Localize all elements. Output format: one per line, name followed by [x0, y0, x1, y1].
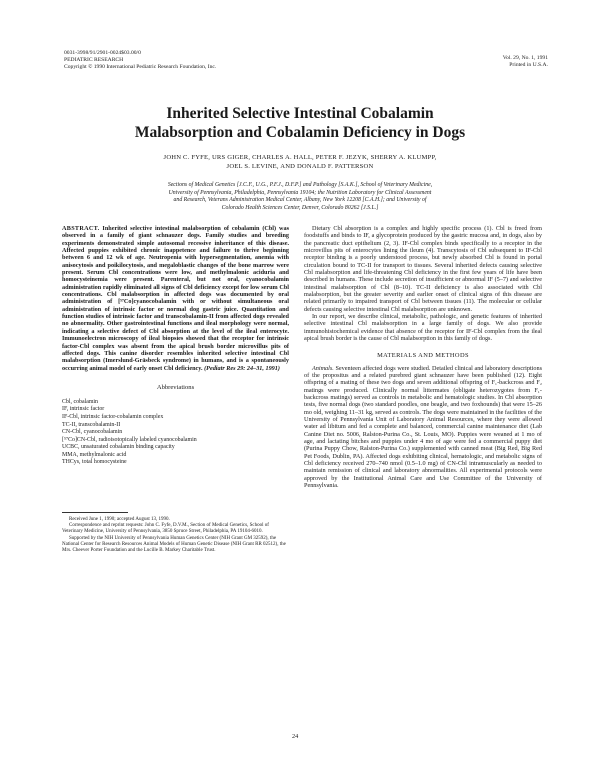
abbreviation-item: MMA, methylmalonic acid	[62, 451, 127, 458]
header-line: Copyright © 1990 International Pediatric Research Foundation, Inc.	[64, 64, 217, 70]
volume-line: Vol. 29, No. 1, 1991	[502, 55, 548, 61]
affiliations	[70, 182, 530, 212]
abstract-citation: (Pediatr Res 29: 24–31, 1991)	[204, 364, 280, 372]
abbreviation-item: THCys, total homocysteine	[62, 459, 127, 466]
left-column	[62, 225, 289, 555]
abbreviation-item: CN-Cbl, cyanocobalamin	[62, 429, 123, 436]
footnotes	[62, 517, 289, 554]
abstract	[62, 225, 289, 372]
printed-line: Printed in U.S.A.	[509, 62, 548, 68]
article-title	[40, 104, 560, 142]
header-line: 0031-3998/91/2901-0024$03.00/0	[64, 50, 141, 56]
title-line: Malabsorption and Cobalamin Deficiency in Dogs	[134, 124, 466, 141]
abbreviations-list	[62, 399, 289, 467]
methods-paragraph	[304, 365, 542, 490]
section-heading: MATERIALS AND METHODS	[377, 351, 469, 359]
methods-subheading: Animals.	[312, 364, 334, 372]
affiliation-line: Colorado Health Sciences Center, Denver, Colorado 80262 [J.S.L.]	[221, 204, 379, 211]
authors-line: JOHN C. FYFE, URS GIGER, CHARLES A. HALL, PETER F. JEZYK, SHERRY A. KLUMPP,	[163, 154, 437, 161]
introduction	[304, 225, 542, 343]
abbreviation-item: TC-II, transcobalamin-II	[62, 421, 121, 428]
affiliation-line: Sections of Medical Genetics [J.C.F., U.G., P.F.J., D.F.P.] and Pathology [S.A.K.], School of Veterinary Medicine,	[167, 182, 433, 188]
abstract-label: ABSTRACT.	[62, 225, 100, 232]
methods-section	[304, 365, 542, 490]
affiliation-line: and Research, Veterans Administration Medical Center, Albany, New York 12208 [C.A.H.]; and University of	[173, 197, 427, 203]
author-list	[80, 154, 520, 171]
intro-paragraph: Dietary Cbl absorption is a complex and highly specific process (1). Cbl is freed from foodstuffs and binds to IF, a glycoprotein produced by the gastric mucosa and, in dogs, also by the pancreatic duct epithelium (2, 3). IF-Cbl complex binds specifically to a receptor in the microvillus pits of enterocytes lining the ileum (4). Transcytosis of Cbl subsequent to IF-Cbl receptor binding is a poorly understood process, but newly absorbed Cbl is found in portal circulation bound to TC-II for transport to tissues. Several inherited defects causing selective Cbl malabsorption and life-threatening Cbl deficiency in the first few years of life have been described in humans. These include secretion of insufficient or abnormal IF (5–7) and selective intestinal malabsorption of Cbl (8–10). TC-II deficiency is also associated with Cbl malabsorption, but the greater severity and earlier onset of clinical signs of this disease are related primarily to impaired transport of Cbl between tissues (11). The molecular or cellular defects causing selective intestinal Cbl malabsorption are unknown.	[304, 225, 542, 313]
abbreviation-item: IF, intrinsic factor	[62, 406, 105, 413]
affiliation-line: University of Pennsylvania, Philadelphia, Pennsylvania 19104; the Nutrition Laboratory for Clinical Assessment	[168, 189, 432, 196]
page-number: 24	[292, 733, 299, 740]
abbreviation-item: IF-Cbl, intrinsic factor-cobalamin complex	[62, 413, 164, 420]
footnote-correspondence: Correspondence and reprint requests: John C. Fyfe, D.V.M., Section of Medical Genetics, School of Veterinary Medicine, University of Pennsylvania, 3850 Spruce Street, Philadelphia, PA 19104-6010.	[62, 523, 269, 535]
abbreviation-item: UCBC, unsaturated cobalamin binding capacity	[62, 444, 175, 451]
right-column	[304, 225, 542, 489]
footnote-received: Received June 1, 1990; accepted August 13, 1990.	[69, 516, 170, 522]
abbreviation-item: Cbl, cobalamin	[62, 398, 98, 405]
authors-line: JOEL S. LEVINE, AND DONALD F. PATTERSON	[226, 162, 374, 170]
abbreviation-item: [⁵⁷Co]CN-Cbl, radioisotopically labeled cyanocobalamin	[62, 436, 197, 443]
abstract-text: Inherited selective intestinal malabsorption of cobalamin (Cbl) was observed in a family of giant schnauzer dogs. Family studies and breeding experiments demonstrated simple autosomal recessive inheritance of this disease. Affected puppies exhibited chronic inappetence and failure to thrive beginning between 6 and 12 wk of age. Neutropenia with hypersegmentation, anemia with anisocytosis and poikilocytosis, and megaloblastic changes of the bone marrow were present. Serum Cbl concentrations were low, and methylmalonic aciduria and homocysteinemia were present. Parenteral, but not oral, cyanocobalamin administration rapidly eliminated all signs of Cbl deficiency except for low serum Cbl concentrations. Cbl malabsorption in affected dogs was documented by oral administration of [⁵⁷Co]cyanocobalamin with or without simultaneous oral administration of intrinsic factor or normal dog gastric juice. Quantitation and function studies of intrinsic factor and transcobalamin-II from affected dogs revealed no abnormality. Other gastrointestinal functions and ileal morphology were normal, indicating a selective defect of Cbl absorption at the level of the ileal enterocyte. Immunoelectron microscopy of ileal biopsies showed that the receptor for intrinsic factor-Cbl complex was absent from the apical brush border microvillus pits of affected dogs. This canine disorder resembles inherited selective intestinal Cbl malabsorption (Imerslund-Gräsbeck syndrome) in humans, and is a spontaneously occurring animal model of early onset Cbl deficiency.	[62, 225, 289, 372]
journal-header-left	[64, 50, 216, 71]
intro-paragraph: In our report, we describe clinical, metabolic, pathologic, and genetic features of inherited selective intestinal Cbl malabsorption in a large family of dogs. We also provide immunohistochemical evidence that absence of the receptor for IF-Cbl complex from the ileal apical brush border is the cause of Cbl malabsorption in this family of dogs.	[304, 313, 542, 343]
journal-header-right	[503, 55, 548, 69]
methods-text: Seventeen affected dogs were studied. Detailed clinical and laboratory descriptions of the propositus and a related purebred giant schnauzer have been published (12). Eight offspring of a mating of these two dogs and seven additional offspring of F₁-backcross and F₂ matings were produced. Clinically normal littermates (obligate heterozygotes from F₁-backcross matings) served as controls in metabolic and hematologic studies. In Cbl absorption tests, five normal dogs (two standard poodles, one beagle, and two foxhounds) that were 15–26 mo old, weighing 11–31 kg, served as controls. The dogs were maintained in the facilities of the University of Pennsylvania Unit of Laboratory Animal Resources, where they were allowed water ad libitum and fed a complete and balanced, commercial canine maintenance diet (Lab Canine Diet no. 5006, Ralston-Purina Co., St. Louis, MO). Puppies were weaned at 1 mo of age, and lactating bitches and puppies under 4 mo of age were fed a commercial puppy diet (Purina Puppy Chow, Ralston-Purina Co.) supplemented with canned meat (Big Red, Big Red Pet Foods, Dublin, PA). Affected dogs exhibiting clinical, hematologic, and metabolic signs of Cbl deficiency received 270–740 nmol (0.5–1.0 mg) of CN-Cbl intramuscularly as needed to maintain remission of clinical and laboratory abnormalities. All experimental protocols were approved by the Institutional Animal Care and Use Committee of the University of Pennsylvania.	[304, 364, 543, 489]
abbreviations-heading: Abbreviations	[156, 383, 195, 391]
footnote-rule	[62, 512, 128, 513]
footnote-support: Supported by the NIH University of Pennsylvania Human Genetics Center (NIH Grant GM 32592), the National Center for Research Resources Animal Models of Human Genetic Disease (NIH Grant RR 02512), the Mrs. Cheever Porter Foundation and the Lucille B. Markey Charitable Trust.	[62, 535, 286, 554]
title-line: Inherited Selective Intestinal Cobalamin	[166, 105, 434, 122]
header-line: PEDIATRIC RESEARCH	[64, 57, 124, 63]
